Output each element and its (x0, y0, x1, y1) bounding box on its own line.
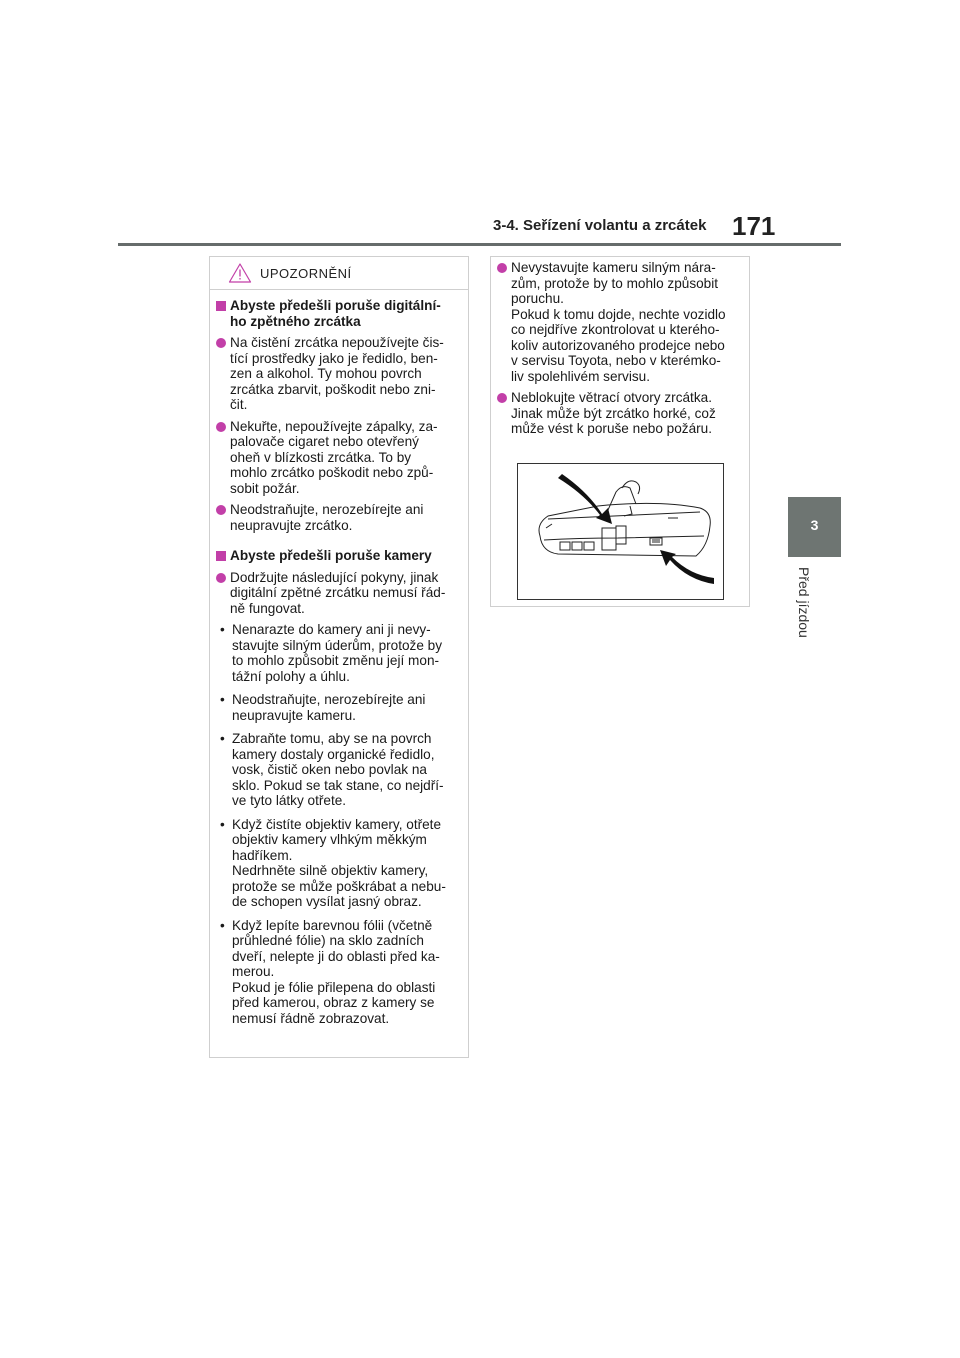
warning-content-left (210, 290, 468, 1026)
chapter-tab[interactable]: 3 (788, 497, 841, 557)
chapter-side-title-text: Před jízdou (796, 567, 812, 638)
bullet-item: • Neodstraňujte, nerozebírejte ani neupravujte kameru. (216, 692, 460, 723)
mirror-drawing (518, 464, 723, 599)
bullet-item: • Zabraňte tomu, aby se na povrch kamery dostaly organické ředidlo, vosk, čistič oken nebo povlak na sklo. Pokud se tak stane, co nejdří- ve tyto látky otřete. (216, 731, 460, 809)
warning-triangle-icon (228, 262, 252, 284)
warning-title: UPOZORNĚNÍ (260, 266, 352, 281)
bullet-item: • Nenarazte do kamery ani ji nevy- stavujte silným úderům, protože by to mohlo způsobit změnu její mon- tážní polohy a úhlu. (216, 622, 460, 684)
section-heading: Abyste předešli poruše digitální- ho zpětného zrcátka (216, 298, 460, 329)
list-item: Nekuřte, nepoužívejte zápalky, za- palovače cigaret nebo otevřený oheň v blízkosti zrcátka. To by mohlo zrcátko poškodit nebo způ- sobit požár. (216, 419, 460, 497)
bullet-item: • Když lepíte barevnou fólii (včetně průhledné fólie) na sklo zadních dveří, nelepte ji do oblasti před ka- merou. Pokud je fólie přilepena do oblasti před kamerou, obraz z kamery se nemusí řádně zobrazovat. (216, 918, 460, 1027)
list-item: Neodstraňujte, nerozebírejte ani neupravujte zrcátko. (216, 502, 460, 533)
bullet-item: • Když čistíte objektiv kamery, otřete objektiv kamery vlhkým měkkým hadříkem. Nedrhněte silně objektiv kamery, protože se může poškrábat a nebu- de schopen vysílat jasný obraz. (216, 817, 460, 910)
spacer (216, 539, 460, 545)
warning-header (210, 257, 468, 290)
chapter-side-title (790, 567, 818, 657)
mirror-vents-illustration (517, 463, 724, 600)
list-item: Dodržujte následující pokyny, jinak digitální zpětné zrcátku nemusí řád- ně fungovat. (216, 570, 460, 617)
section-heading: Abyste předešli poruše kamery (216, 548, 460, 564)
list-item: Na čistění zrcátka nepoužívejte čis- tící prostředky jako je ředidlo, ben- zen a alkohol. Ty mohou povrch zrcátka zbarvit, poškodit nebo zni- čit. (216, 335, 460, 413)
header-rule (118, 243, 841, 246)
list-item: Nevystavujte kameru silným nára- zům, protože by to mohlo způsobit poruchu. Pokud k tomu dojde, nechte vozidlo co nejdříve zkontrolovat u kterého- koliv autorizovaného prodejce nebo v servisu Toyota, nebo v kterémko- liv spolehlivém servisu. (497, 260, 741, 384)
warning-box-left (209, 256, 469, 1058)
page-number: 171 (732, 211, 776, 241)
warning-content-right (491, 257, 749, 437)
list-item: Neblokujte větrací otvory zrcátka. Jinak může být zrcátko horké, což může vést k poruše nebo požáru. (497, 390, 741, 437)
section-title: 3-4. Seřízení volantu a zrcátek (493, 217, 707, 234)
